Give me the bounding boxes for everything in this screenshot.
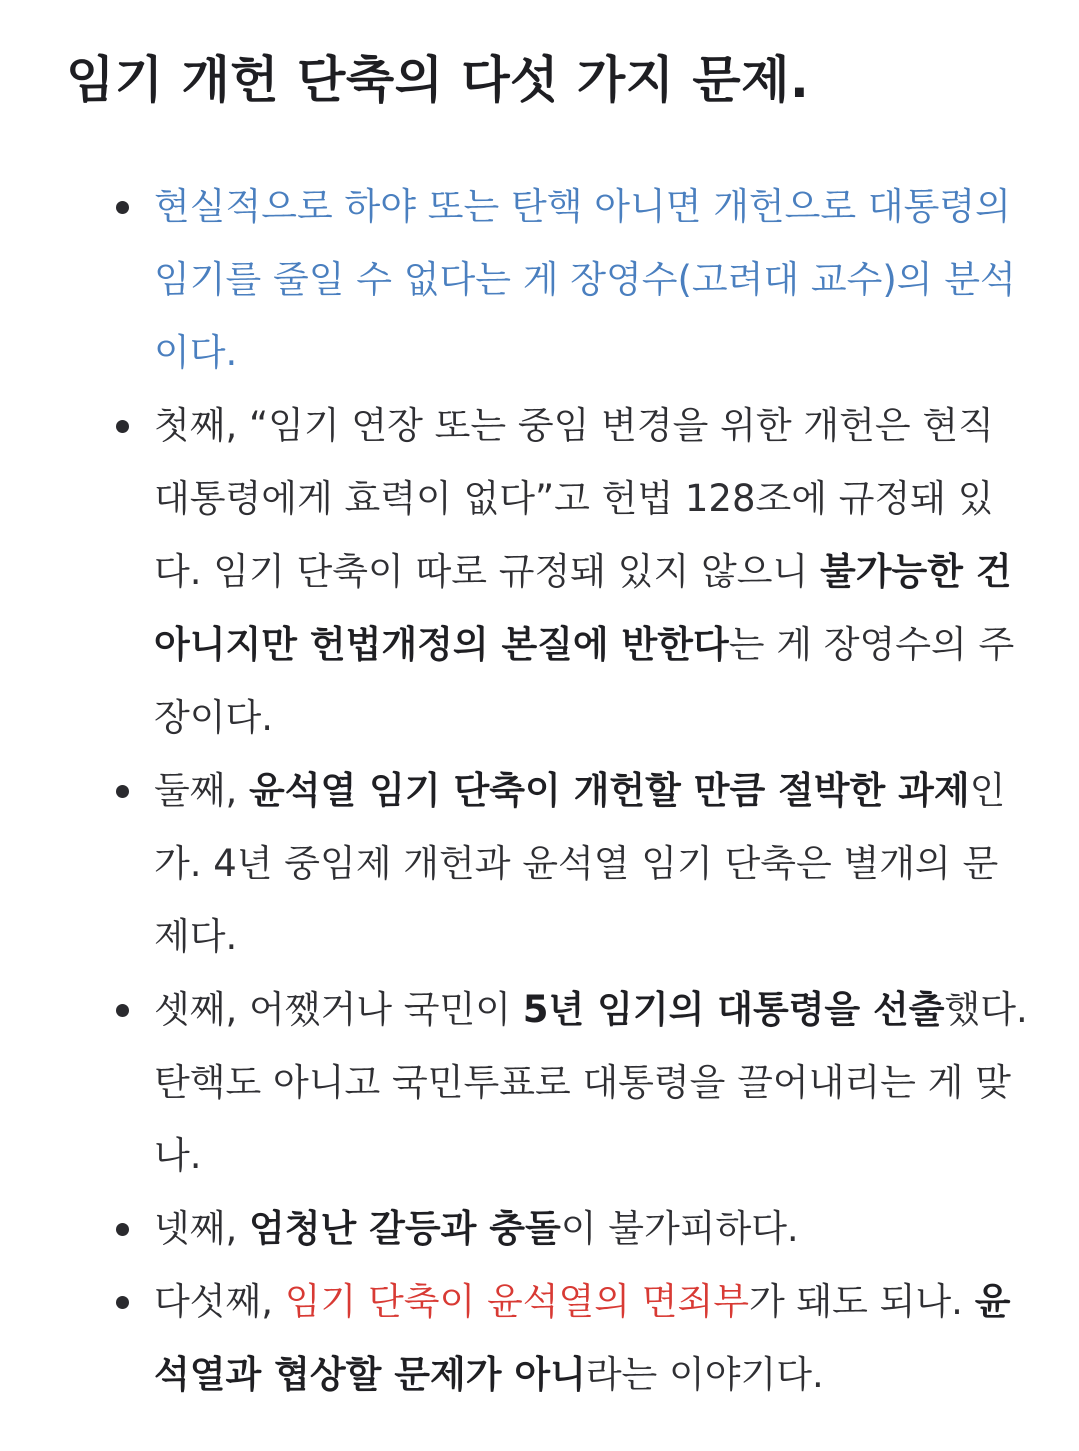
third-lead: 셋째, 어쨌거나 국민이: [154, 988, 523, 1031]
fifth-emphasis: 윤석열과 협상할 문제가 아니: [154, 1280, 1011, 1396]
third-emphasis: 5년 임기의 대통령을 선출: [522, 988, 945, 1031]
first-tail: 는 게 장영수의 주장이다.: [154, 623, 1015, 739]
second-tail: 인가. 4년 중임제 개헌과 윤석열 임기 단축은 별개의 문제다.: [154, 769, 1006, 958]
fourth-tail: 이 불가피하다.: [560, 1207, 799, 1250]
article-title: 임기 개헌 단축의 다섯 가지 문제.: [66, 51, 810, 109]
bullet-item-first: [154, 389, 1029, 754]
first-text: 첫째, “임기 연장 또는 중임 변경을 위한 개헌은 현직 대통령에게 효력이 없다”고 헌법 128조에 규정돼 있다. 임기 단축이 따로 규정돼 있지 않으니: [154, 404, 994, 593]
bullet-list: [66, 170, 1029, 1411]
fourth-emphasis: 엄청난 갈등과 충돌: [249, 1207, 561, 1250]
third-tail: 했다. 탄핵도 아니고 국민투표로 대통령을 끌어내리는 게 맞나.: [154, 988, 1028, 1177]
bullet-item-fifth: [154, 1265, 1029, 1411]
fifth-middle: 가 돼도 되나.: [748, 1280, 975, 1323]
fifth-highlight: 임기 단축이 윤석열의 면죄부: [284, 1280, 749, 1323]
fourth-lead: 넷째,: [154, 1207, 250, 1250]
summary-text: 현실적으로 하야 또는 탄핵 아니면 개헌으로 대통령의 임기를 줄일 수 없다는 게 장영수(고려대 교수)의 분석이다.: [154, 185, 1016, 374]
bullet-item-third: [154, 973, 1029, 1192]
fifth-lead: 다섯째,: [154, 1280, 285, 1323]
second-lead: 둘째,: [154, 769, 250, 812]
first-emphasis: 불가능한 건 아니지만 헌법개정의 본질에 반한다: [154, 550, 1012, 666]
fifth-tail: 라는 이야기다.: [585, 1353, 824, 1396]
bullet-item-summary: [154, 170, 1029, 389]
bullet-item-fourth: [154, 1192, 1029, 1265]
bullet-item-second: [154, 754, 1029, 973]
second-emphasis: 윤석열 임기 단축이 개헌할 만큼 절박한 과제: [249, 769, 970, 812]
